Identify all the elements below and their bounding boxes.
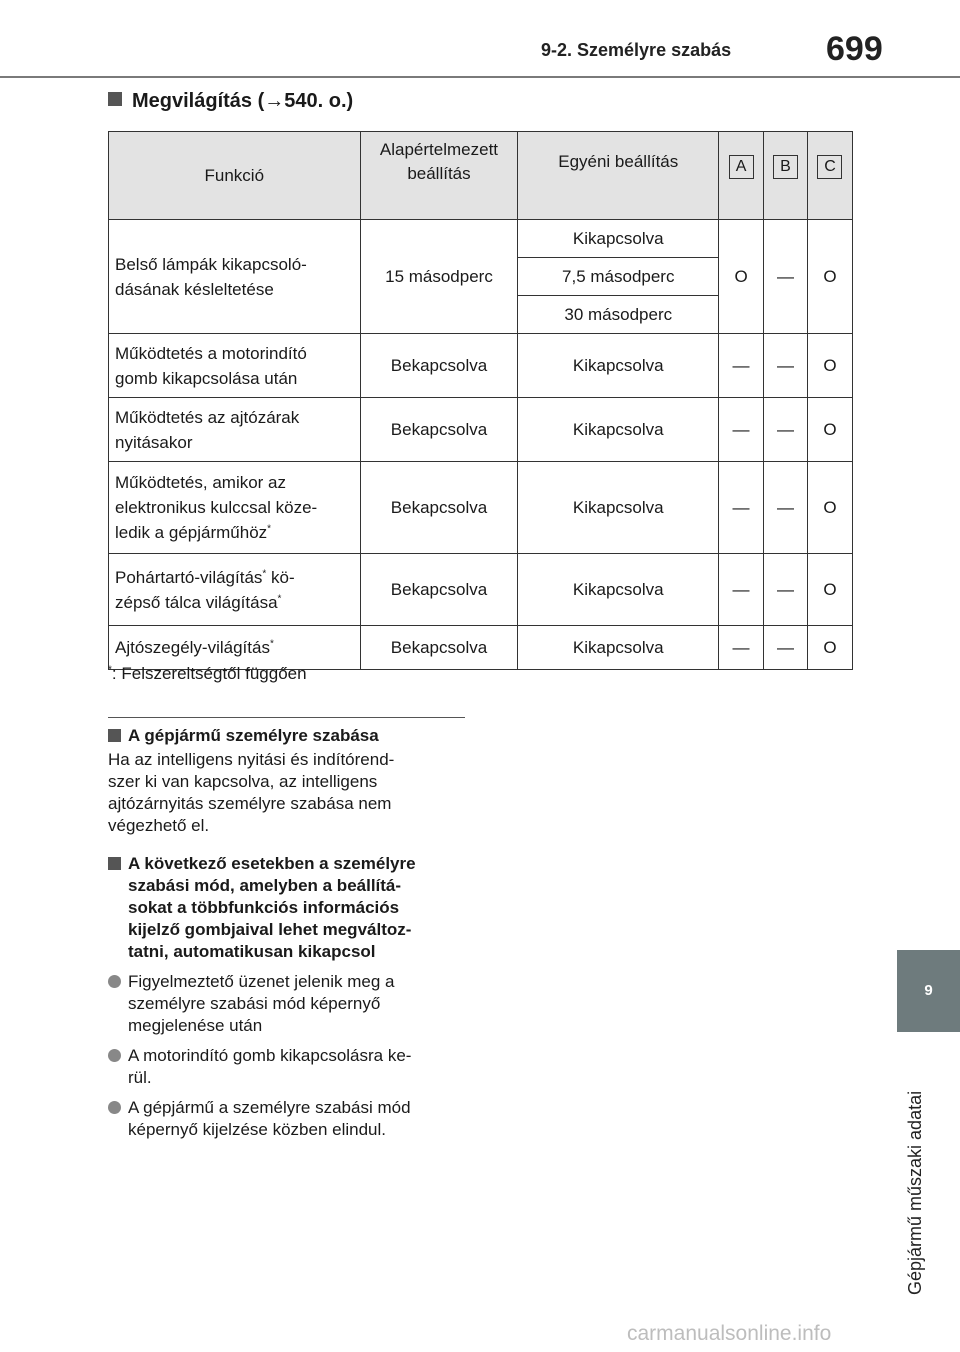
- row-a: —: [719, 334, 764, 398]
- row-b: —: [764, 554, 808, 626]
- row-default: Bekapcsolva: [360, 398, 518, 462]
- auto-off-block: [108, 853, 468, 1141]
- row-b: —: [764, 334, 808, 398]
- settings-table: [108, 131, 853, 670]
- row-default: Bekapcsolva: [360, 334, 518, 398]
- row-a: —: [719, 398, 764, 462]
- watermark: carmanualsonline.info: [627, 1322, 832, 1345]
- table-header-row: [109, 132, 853, 220]
- row-a: —: [719, 626, 764, 670]
- row-custom: Kikapcsolva: [518, 626, 719, 670]
- row-a: —: [719, 462, 764, 554]
- row-custom-option: Kikapcsolva: [518, 220, 719, 258]
- row-custom-option: 30 másodperc: [518, 296, 719, 334]
- block-heading: A következő esetekben a személyre szabási mód, amelyben a beállítá- sokat a többfunkciós információs kijelző gombjaival lehet megváltoz- tatni, automatikusan kikapcsol: [108, 853, 468, 963]
- row-function: Működtetés az ajtózárak nyitásakor: [109, 398, 361, 462]
- square-bullet-icon: [108, 92, 122, 106]
- row-c: O: [807, 398, 852, 462]
- header-c: C: [807, 132, 852, 220]
- page-number: 699: [826, 30, 883, 68]
- row-custom-option: 7,5 másodperc: [518, 258, 719, 296]
- row-b: —: [764, 626, 808, 670]
- block-heading: A gépjármű személyre szabása: [108, 725, 468, 747]
- row-function: Ajtószegély-világítás*: [109, 626, 361, 670]
- row-function: Működtetés a motorindító gomb kikapcsolása után: [109, 334, 361, 398]
- column-divider: [108, 717, 465, 718]
- row-c: O: [807, 462, 852, 554]
- row-custom: Kikapcsolva: [518, 334, 719, 398]
- header-b: B: [764, 132, 808, 220]
- table-row: [109, 398, 853, 462]
- row-a: —: [719, 554, 764, 626]
- row-custom: Kikapcsolva: [518, 554, 719, 626]
- row-function: Működtetés, amikor az elektronikus kulccsal köze- ledik a gépjárműhöz*: [109, 462, 361, 554]
- chapter-label: Gépjármű műszaki adatai: [905, 1090, 925, 1295]
- row-default: Bekapcsolva: [360, 554, 518, 626]
- row-function: Belső lámpák kikapcsoló- dásának késleltetése: [109, 220, 361, 334]
- table-row: [109, 462, 853, 554]
- square-bullet-icon: [108, 729, 121, 742]
- chapter-tab: 9: [897, 950, 960, 1032]
- table-row: [109, 220, 853, 258]
- header-custom: Egyéni beállítás: [518, 132, 719, 220]
- list-item: Figyelmeztető üzenet jelenik meg a személyre szabási mód képernyő megjelenése után: [108, 971, 468, 1037]
- row-c: O: [807, 626, 852, 670]
- block-paragraph: Ha az intelligens nyitási és indítórend- szer ki van kapcsolva, az intelligens ajtózárnyitás személyre szabása nem végezhető el.: [108, 750, 395, 835]
- header-default: Alapértelmezett beállítás: [360, 132, 518, 220]
- row-c: O: [807, 220, 852, 334]
- row-b: —: [764, 462, 808, 554]
- list-item: A motorindító gomb kikapcsolásra ke- rül.: [108, 1045, 468, 1089]
- row-default: 15 másodperc: [360, 220, 518, 334]
- section-title-text: Megvilágítás (→540. o.): [132, 90, 354, 112]
- table-row: [109, 334, 853, 398]
- row-b: —: [764, 398, 808, 462]
- customization-block: [108, 725, 468, 837]
- circle-bullet-icon: [108, 1049, 121, 1062]
- row-c: O: [807, 554, 852, 626]
- header-a: A: [719, 132, 764, 220]
- row-custom: Kikapcsolva: [518, 462, 719, 554]
- row-a: O: [719, 220, 764, 334]
- circle-bullet-icon: [108, 975, 121, 988]
- table-row: [109, 554, 853, 626]
- row-default: Bekapcsolva: [360, 626, 518, 670]
- footnote: *: Felszereltségtől függően: [108, 664, 307, 683]
- section-header: 9-2. Személyre szabás: [541, 40, 732, 60]
- row-b: —: [764, 220, 808, 334]
- row-c: O: [807, 334, 852, 398]
- list-item: A gépjármű a személyre szabási mód képernyő kijelzése közben elindul.: [108, 1097, 468, 1141]
- header-divider: [0, 76, 960, 78]
- header-function: Funkció: [109, 132, 361, 220]
- section-title: [108, 90, 353, 113]
- circle-bullet-icon: [108, 1101, 121, 1114]
- square-bullet-icon: [108, 857, 121, 870]
- row-function: Pohártartó-világítás* kö- zépső tálca világítása*: [109, 554, 361, 626]
- row-default: Bekapcsolva: [360, 462, 518, 554]
- row-custom: Kikapcsolva: [518, 398, 719, 462]
- table-row: [109, 626, 853, 670]
